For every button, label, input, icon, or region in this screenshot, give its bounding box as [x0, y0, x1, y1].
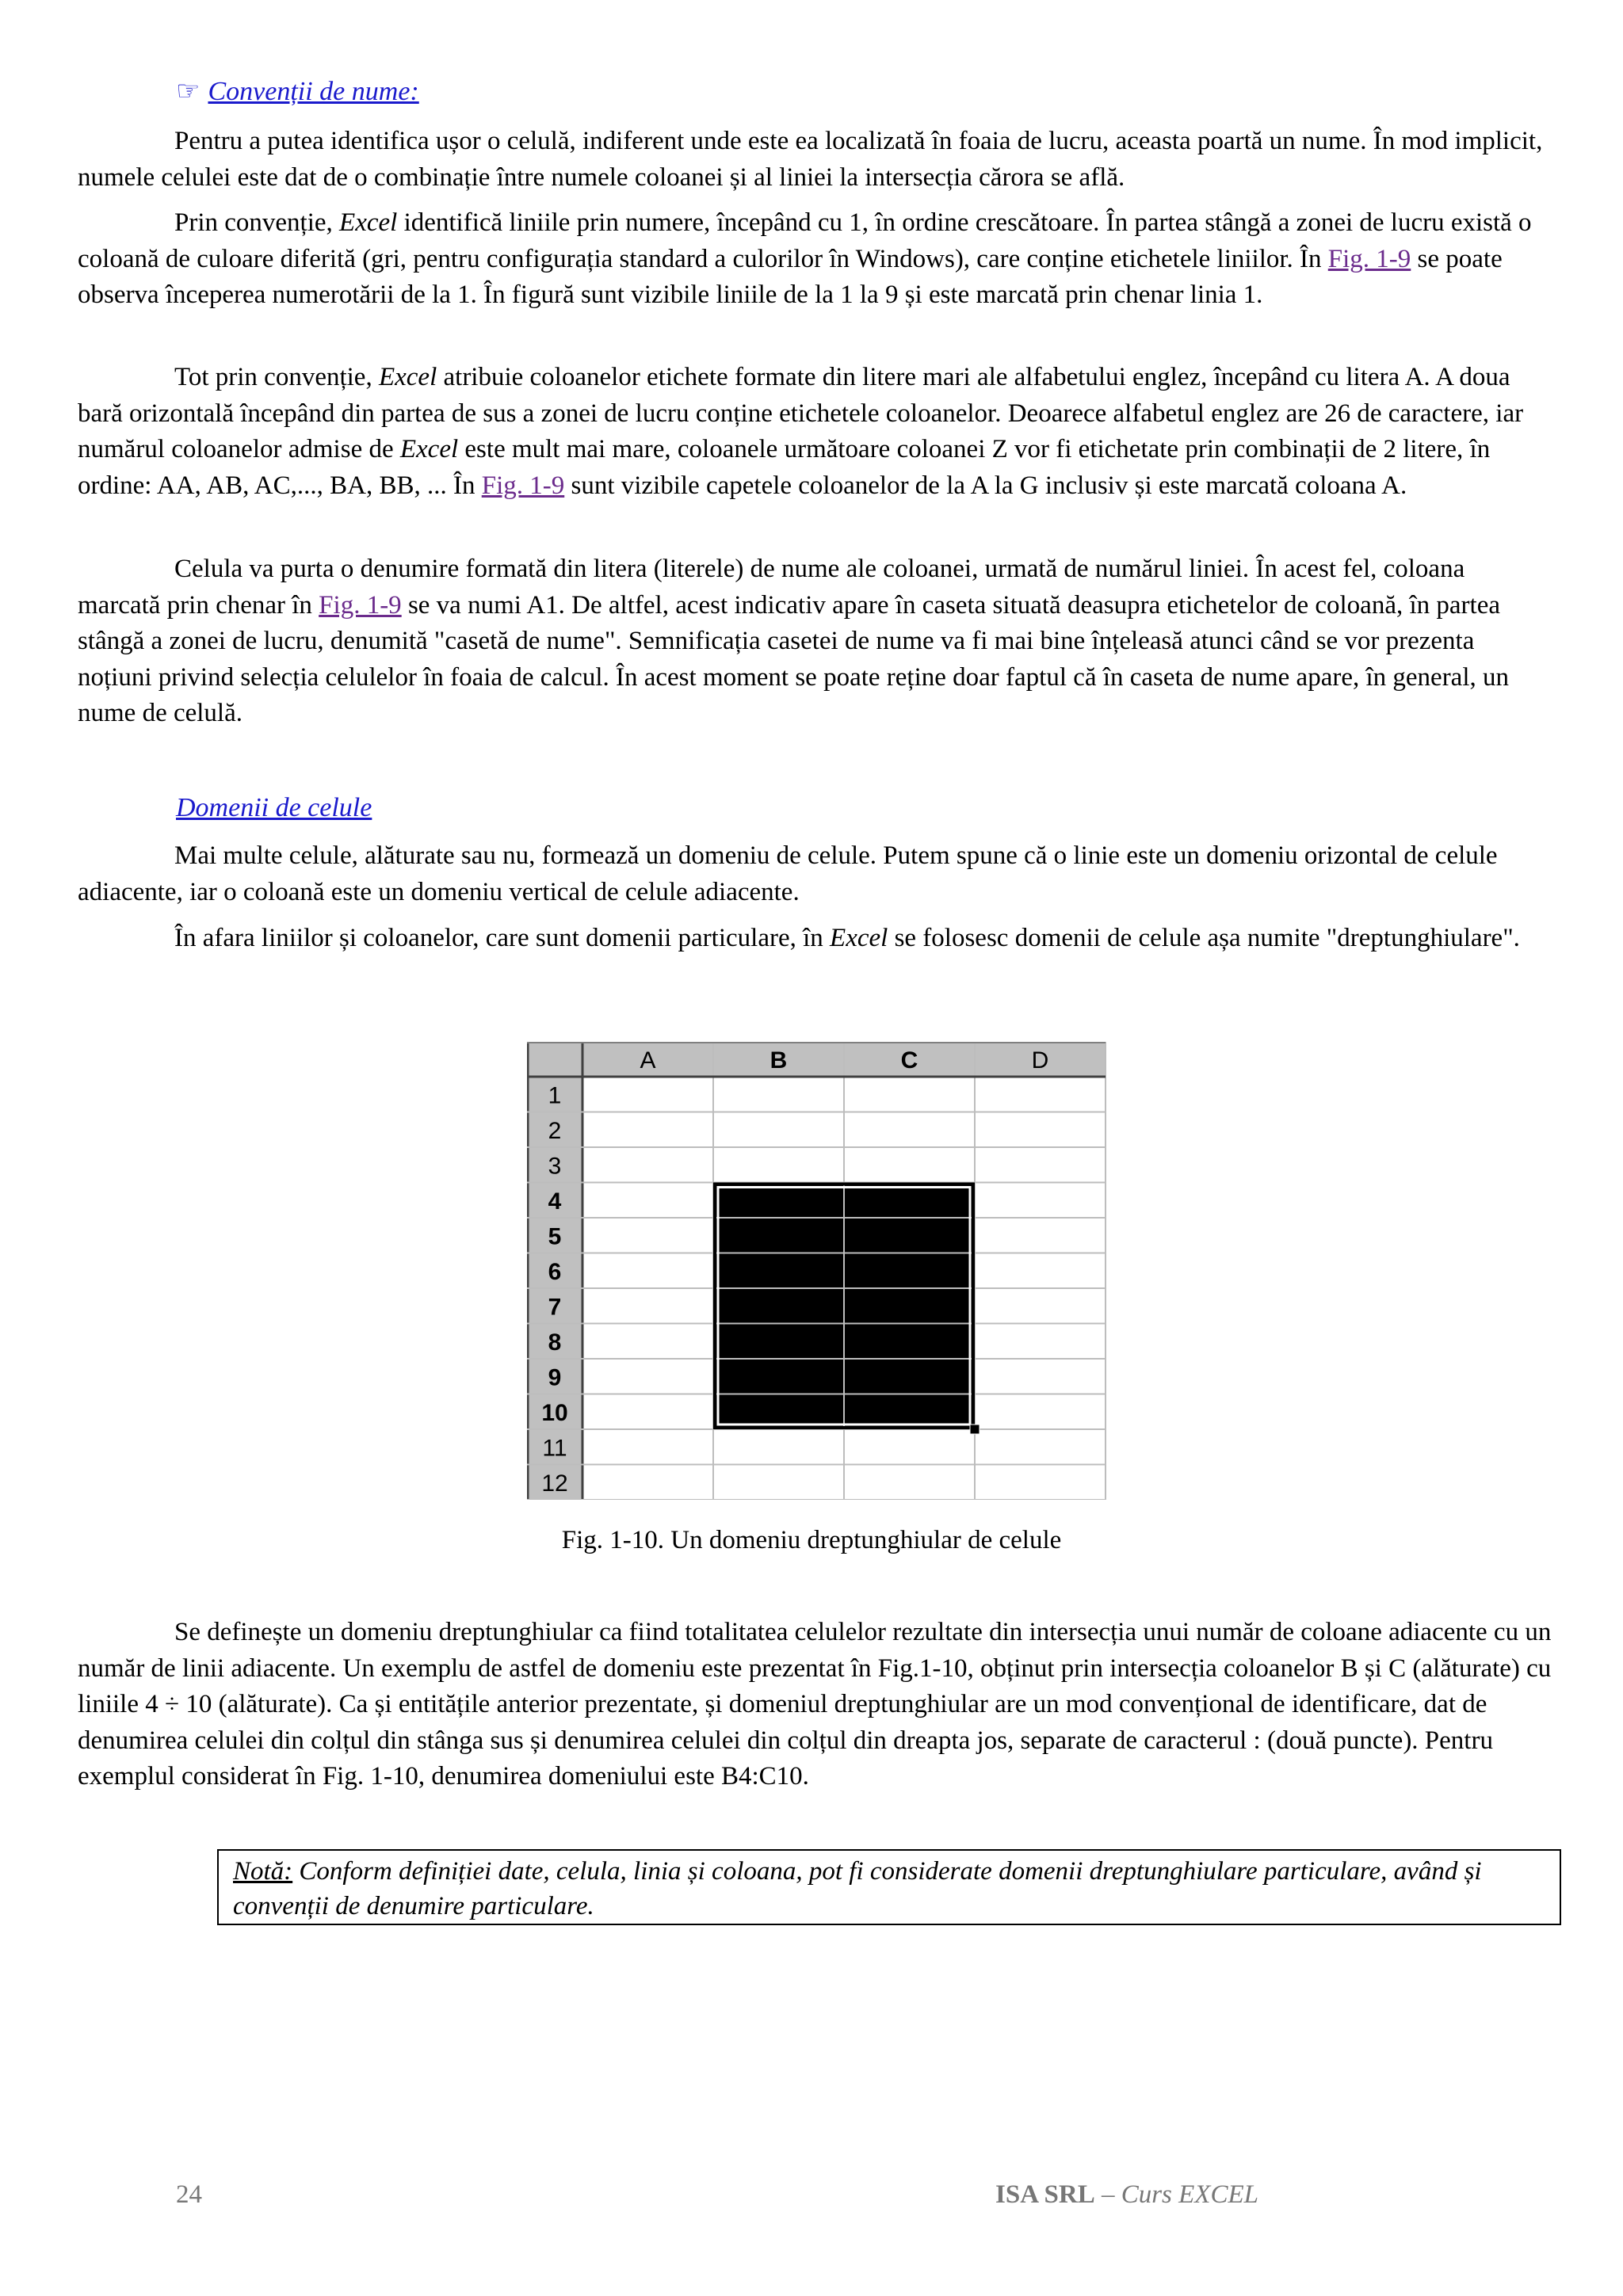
excel-term: Excel — [830, 924, 888, 952]
text: sunt vizibile capetele coloanelor de la A la G inclusiv și este marcată coloana A. — [564, 471, 1407, 500]
text: atribuie coloanelor etichete formate din litere mari ale alfabetului englez, începând cu litera A. A doua bară orizontală începând din partea de sus a zonei de lucru conține etichetele coloanelor. Deoarece alfabetul englez are 26 de caractere, iar numărul coloanelor admise de — [78, 363, 1524, 463]
row-header-7: 7 — [548, 1294, 562, 1321]
fill-handle-icon — [970, 1425, 980, 1434]
spreadsheet-grid — [527, 1042, 1109, 1500]
paragraph-cell-denomination — [78, 551, 1552, 732]
row-header-6: 6 — [548, 1258, 562, 1285]
text: se poate observa începerea numerotării de la 1. În figură sunt vizibile liniile de la 1 la 9 și este marcată prin chenar linia 1. — [78, 244, 1503, 309]
paragraph-text: Mai multe celule, alăturate sau nu, formează un domeniu de celule. Putem spune că o linie este un domeniu orizontal de celule adiacente, iar o coloană este un domeniu vertical de celule adiacente. — [78, 841, 1498, 906]
text: este mult mai mare, coloanele următoare coloanei Z vor fi etichetate prin combinații de 2 litere, în ordine: AA, AB, AC,..., BA, BB, ... În — [78, 435, 1491, 500]
column-header-c: C — [900, 1047, 918, 1074]
row-header-8: 8 — [548, 1329, 562, 1356]
fig-1-9-link[interactable]: Fig. 1-9 — [319, 590, 402, 620]
column-header-bar — [527, 1042, 1106, 1077]
row-header-12: 12 — [541, 1470, 568, 1497]
fig-1-9-link[interactable]: Fig. 1-9 — [481, 471, 565, 500]
text: se folosesc domenii de celule așa numite "dreptunghiulare". — [888, 924, 1520, 952]
footer-company: ISA SRL — [995, 2180, 1095, 2209]
column-header-a: A — [640, 1047, 656, 1074]
row-header-5: 5 — [548, 1223, 562, 1250]
note-box — [217, 1849, 1561, 1925]
text: se va numi A1. De altfel, acest indicativ apare în caseta situată deasupra etichetelor de coloană, în partea stângă a zonei de lucru, denumită "casetă de nume". Semnificația casetei de nume va fi mai bine înțeleasă atunci când se vor prezenta noțiuni privind selecția celulelor în foaia de calcul. În acest moment se poate reține doar faptul că în caseta de nume apare, în general, un nume de celulă. — [78, 590, 1509, 727]
text: În afara liniilor și coloanelor, care sunt domenii particulare, în — [174, 924, 831, 952]
row-header-2: 2 — [548, 1117, 562, 1144]
paragraph-rectangular-ranges — [78, 921, 1552, 957]
heading-text: Domenii de celule — [176, 793, 372, 822]
heading-text: Convenții de nume: — [208, 77, 419, 106]
excel-term: Excel — [399, 435, 459, 463]
page-number: 24 — [176, 2180, 202, 2209]
figure-caption: Fig. 1-10. Un domeniu dreptunghiular de celule — [561, 1526, 1062, 1554]
spreadsheet-figure — [527, 1042, 1109, 1500]
paragraph-ranges-intro — [78, 838, 1552, 910]
fig-1-9-link[interactable]: Fig. 1-9 — [1327, 244, 1411, 273]
column-header-b: B — [769, 1047, 788, 1074]
footer-dash: – — [1094, 2180, 1121, 2209]
row-header-11: 11 — [542, 1435, 567, 1462]
excel-term: Excel — [378, 363, 437, 391]
paragraph-row-labels — [78, 205, 1552, 314]
row-header-9: 9 — [548, 1364, 562, 1391]
row-header-3: 3 — [548, 1153, 562, 1180]
section-heading-cell-ranges — [176, 791, 372, 826]
footer-course-title: Curs EXCEL — [1121, 2180, 1258, 2209]
text: Prin convenție, — [174, 208, 340, 237]
footer-course — [995, 2180, 1258, 2210]
paragraph-range-definition — [78, 1615, 1552, 1795]
paragraph-cell-name — [78, 124, 1552, 196]
section-heading-naming-conventions — [176, 74, 419, 109]
row-header-1: 1 — [548, 1082, 562, 1109]
text: Celula va purta o denumire formată din litera (literele) de nume ale coloanei, urmată de numărul liniei. În acest fel, coloana marcată prin chenar în — [78, 555, 1465, 620]
excel-term: Excel — [339, 208, 398, 237]
row-header-10: 10 — [541, 1399, 568, 1426]
paragraph-text: Pentru a putea identifica ușor o celulă, indiferent unde este ea localizată în foaia de lucru, aceasta poartă un nume. În mod implicit, numele celulei este dat de o combinație între numele coloanei și al liniei la intersecția cărora se află. — [78, 127, 1543, 192]
note-label: Notă: — [233, 1857, 293, 1886]
pointing-hand-icon: ☞ — [176, 77, 200, 106]
row-header-4: 4 — [548, 1188, 562, 1215]
text: Tot prin convenție, — [174, 363, 379, 391]
column-header-d: D — [1031, 1047, 1049, 1074]
paragraph-column-labels — [78, 360, 1552, 504]
note-text: Conform definiției date, celula, linia și coloana, pot fi considerate domenii dreptunghiulare particulare, având și convenții de denumire particulare. — [233, 1857, 1482, 1920]
paragraph-text: Se definește un domeniu dreptunghiular ca fiind totalitatea celulelor rezultate din intersecția unui număr de coloane adiacente cu un număr de linii adiacente. Un exemplu de astfel de domeniu este prezentat în Fig.1-10, obținut prin intersecția coloanelor B și C (alăturate) cu liniile 4 ÷ 10 (alăturate). Ca și entitățile anterior prezentate, și domeniul dreptunghiular are un mod convențional de identificare, dat de denumirea celulei din colțul din stânga sus și denumirea celulei din colțul din dreapta jos, separate de caracterul : (două puncte). Pentru exemplul considerat în Fig. 1-10, denumirea domeniului este B4:C10. — [78, 1618, 1552, 1791]
text: identifică liniile prin numere, începând cu 1, în ordine crescătoare. În partea stângă a zonei de lucru există o coloană de culoare diferită (gri, pentru configurația standard a culorilor în Windows), care conține etichetele liniilor. În — [78, 208, 1532, 273]
